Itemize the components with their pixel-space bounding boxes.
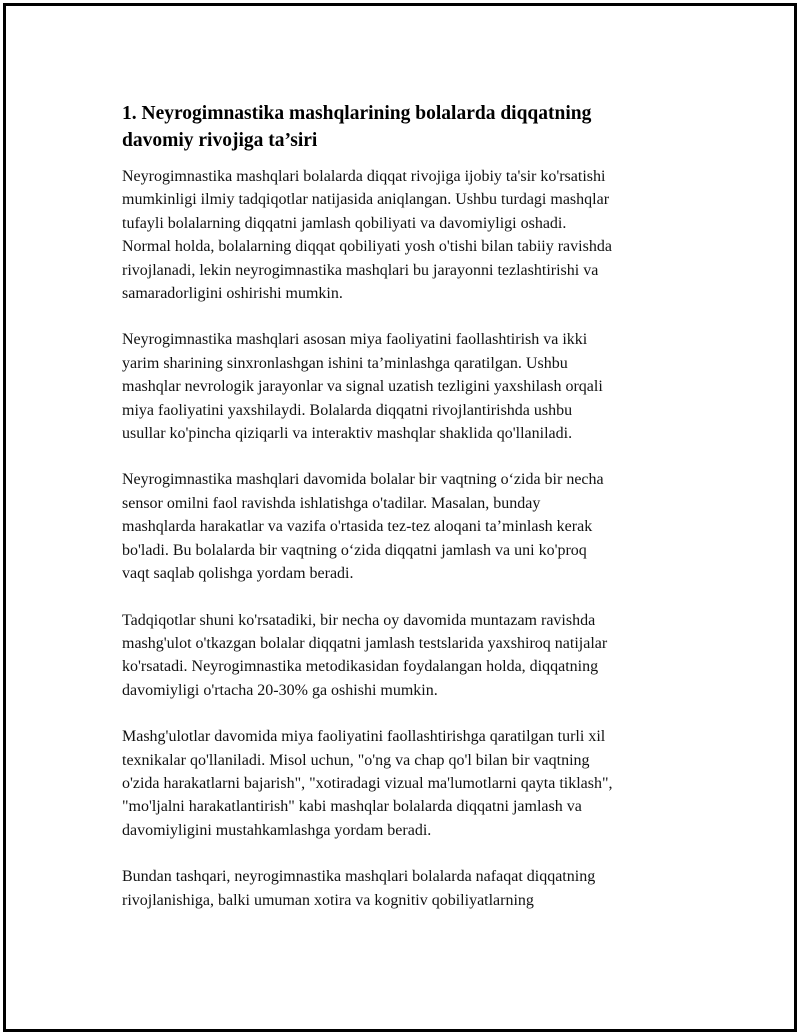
text-line: sensor omilni faol ravishda ishlatishga o'tadilar. Masalan, bunday xyxy=(122,494,541,512)
paragraph xyxy=(122,468,702,585)
heading-line: 1. Neyrogimnastika mashqlarining bolalarda diqqatning xyxy=(122,103,592,124)
text-line: rivojlanadi, lekin neyrogimnastika mashqlari bu jarayonni tezlashtirishi va xyxy=(122,261,599,279)
text-line: mashqlarda harakatlar va vazifa o'rtasida tez-tez aloqani ta’minlash kerak xyxy=(122,518,593,536)
text-line: davomiyligini mustahkamlashga yordam beradi. xyxy=(122,821,432,839)
text-line: davomiyligi o'rtacha 20-30% ga oshishi mumkin. xyxy=(122,681,438,699)
paragraph xyxy=(122,725,702,842)
text-line: samaradorligini oshirishi mumkin. xyxy=(122,285,343,303)
page-frame xyxy=(3,3,797,1032)
text-line: mashg'ulot o'tkazgan bolalar diqqatni jamlash testslarida yaxshiroq natijalar xyxy=(122,634,608,652)
text-line: Bundan tashqari, neyrogimnastika mashqlari bolalarda nafaqat diqqatning xyxy=(122,868,596,886)
heading-line: davomiy rivojiga ta’siri xyxy=(122,130,318,151)
text-line: o'zida harakatlarni bajarish", "xotiradagi vizual ma'lumotlarni qayta tiklash", xyxy=(122,774,613,792)
paragraph xyxy=(122,328,702,445)
text-line: bo'ladi. Bu bolalarda bir vaqtning o‘zida diqqatni jamlash va uni ko'proq xyxy=(122,541,587,559)
text-line: Neyrogimnastika mashqlari asosan miya faoliyatini faollashtirish va ikki xyxy=(122,331,588,349)
paragraph xyxy=(122,865,702,912)
text-line: yarim sharining sinxronlashgan ishini ta’minlashga qaratilgan. Ushbu xyxy=(122,354,568,372)
document-body xyxy=(122,100,702,935)
text-line: ko'rsatadi. Neyrogimnastika metodikasidan foydalangan holda, diqqatning xyxy=(122,658,599,676)
text-line: Tadqiqotlar shuni ko'rsatadiki, bir necha oy davomida muntazam ravishda xyxy=(122,611,596,629)
text-line: usullar ko'pincha qiziqarli va interaktiv mashqlar shaklida qo'llaniladi. xyxy=(122,425,573,443)
text-line: mumkinligi ilmiy tadqiqotlar natijasida aniqlangan. Ushbu turdagi mashqlar xyxy=(122,191,610,209)
text-line: rivojlanishiga, balki umuman xotira va kognitiv qobiliyatlarning xyxy=(122,891,534,909)
paragraph xyxy=(122,609,702,703)
text-line: "mo'ljalni harakatlantirish" kabi mashqlar bolalarda diqqatni jamlash va xyxy=(122,798,582,816)
text-line: Mashg'ulotlar davomida miya faoliyatini faollashtirishga qaratilgan turli xil xyxy=(122,728,606,746)
text-line: Normal holda, bolalarning diqqat qobiliyati yosh o'tishi bilan tabiiy ravishda xyxy=(122,238,612,256)
paragraph xyxy=(122,165,702,305)
text-line: miya faoliyatini yaxshilaydi. Bolalarda diqqatni rivojlantirishda ushbu xyxy=(122,401,573,419)
text-line: vaqt saqlab qolishga yordam beradi. xyxy=(122,565,354,583)
text-line: texnikalar qo'llaniladi. Misol uchun, "o'ng va chap qo'l bilan bir vaqtning xyxy=(122,751,590,769)
text-line: Neyrogimnastika mashqlari davomida bolalar bir vaqtning o‘zida bir necha xyxy=(122,471,604,489)
text-line: Neyrogimnastika mashqlari bolalarda diqqat rivojiga ijobiy ta'sir ko'rsatishi xyxy=(122,168,606,185)
text-line: tufayli bolalarning diqqatni jamlash qobiliyati va davomiyligi oshadi. xyxy=(122,214,567,232)
section-heading xyxy=(122,100,702,154)
text-line: mashqlar nevrologik jarayonlar va signal uzatish tezligini yaxshilash orqali xyxy=(122,378,603,396)
